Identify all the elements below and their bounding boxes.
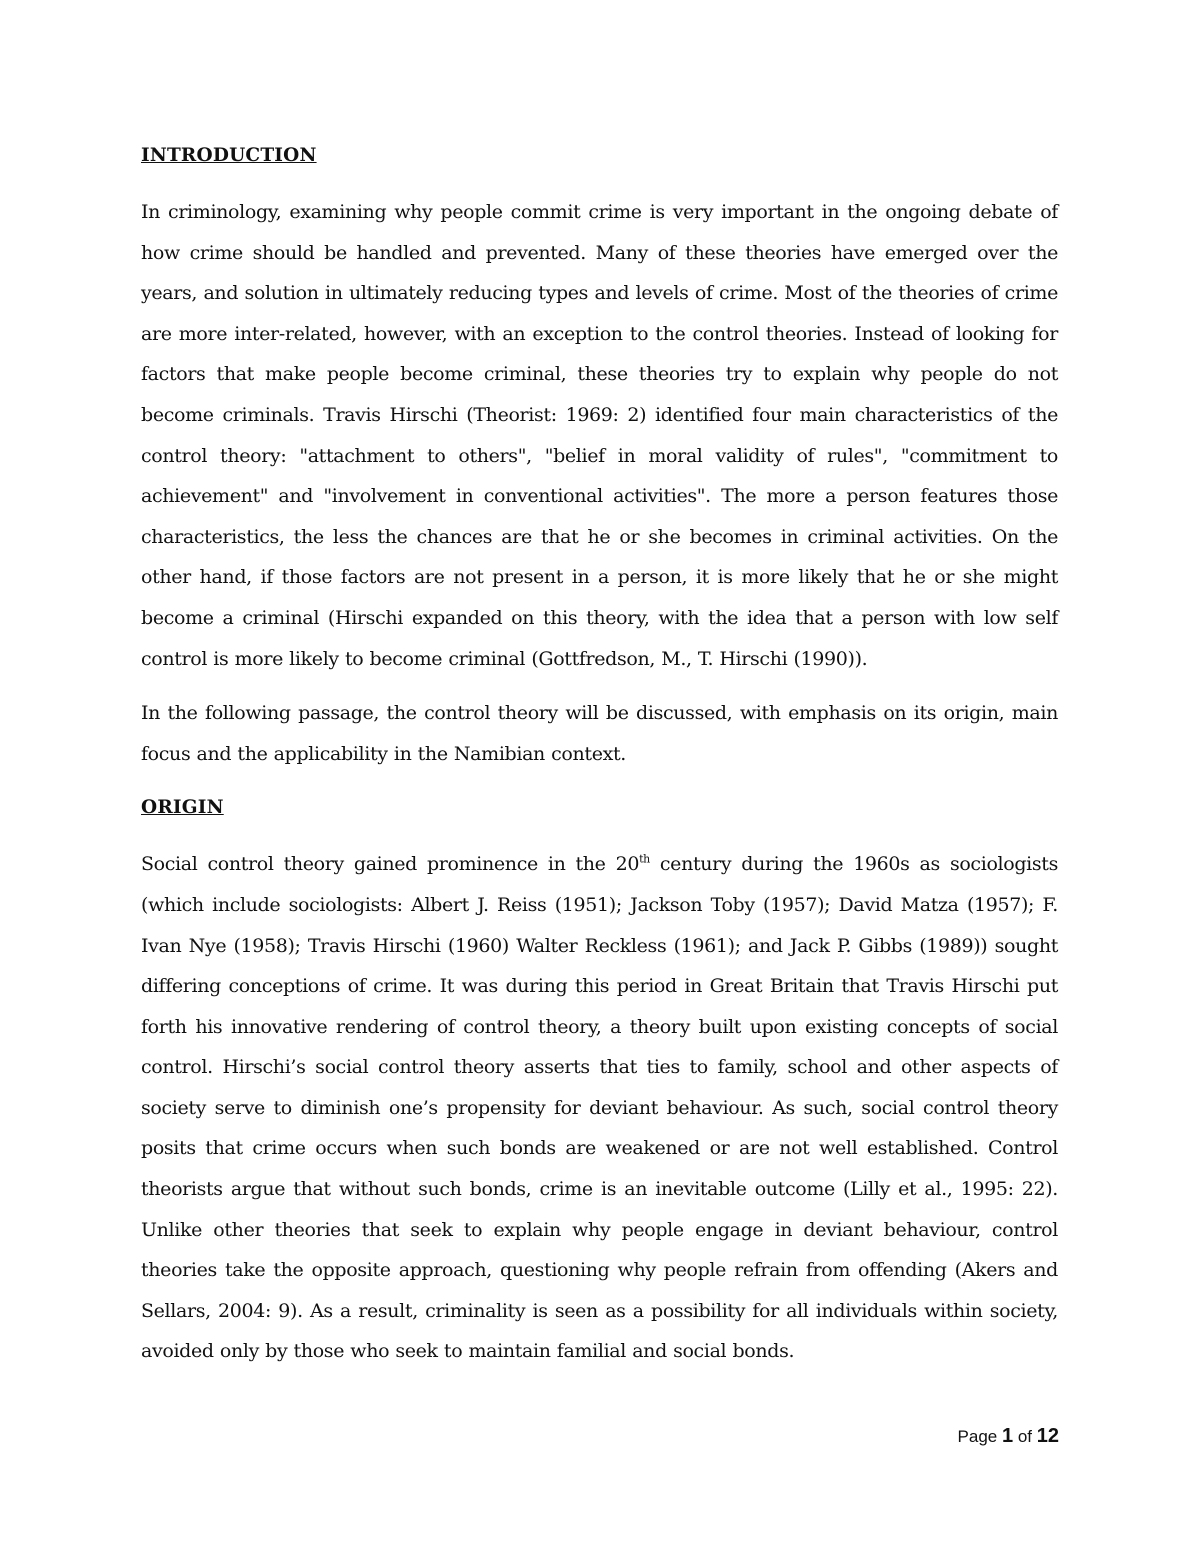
section-heading-origin: ORIGIN (141, 797, 224, 819)
current-page-number: 1 (1001, 1425, 1014, 1447)
introduction-followup-paragraph: In the following passage, the control theory will be discussed, with emphasis on its origin, main focus and the applicability in the Namibian context. (141, 702, 1058, 765)
page-label: Page (957, 1427, 998, 1446)
of-label: of (1017, 1427, 1033, 1446)
section-heading-introduction: INTRODUCTION (141, 145, 317, 166)
introduction-paragraph: In criminology, examining why people commit crime is very important in the ongoing debate of how crime should be handled and prevented. Many of these theories have emerged over the years, and solution in ultimately reducing types and levels of crime. Most of the theories of crime are more inter-related, however, with an exception to the control theories. Instead of looking for factors that make people become criminal, these theories try to explain why people do not become criminals. Travis Hirschi (Theorist: 1969: 2) identified four main characteristics of the control theory: "attachment to others", "belief in moral validity of rules", "commitment to achievement" and "involvement in conventional activities". The more a person features those characteristics, the less the chances are that he or she becomes in criminal activities. On the other hand, if those factors are not present in a person, it is more likely that he or she might become a criminal (Hirschi expanded on this theory, with the idea that a person with low self control is more likely to become criminal (Gottfredson, M., T. Hirschi (1990)). (141, 201, 1058, 670)
total-pages-number: 12 (1036, 1425, 1059, 1447)
page-content (141, 140, 1058, 1372)
origin-paragraph (141, 844, 1058, 1372)
origin-paragraph-start: Social control theory gained prominence in the 20 (141, 853, 640, 876)
ordinal-superscript: th (639, 852, 650, 866)
page-number-footer (958, 1425, 1059, 1448)
origin-paragraph-rest: century during the 1960s as sociologists (which include sociologists: Albert J. Reiss (1951); Jackson Toby (1957); David Matza (1957); F. Ivan Nye (1958); Travis Hirschi (1960) Walter Reckless (1961); and Jack P. Gibbs (1989)) sought differing conceptions of crime. It was during this period in Great Britain that Travis Hirschi put forth his innovative rendering of control theory, a theory built upon existing concepts of social control. Hirschi’s social control theory asserts that ties to family, school and other aspects of society serve to diminish one’s propensity for deviant behaviour. As such, social control theory posits that crime occurs when such bonds are weakened or are not well established. Control theorists argue that without such bonds, crime is an inevitable outcome (Lilly et al., 1995: 22). Unlike other theories that seek to explain why people engage in deviant behaviour, control theories take the opposite approach, questioning why people refrain from offending (Akers and Sellars, 2004: 9). As a result, criminality is seen as a possibility for all individuals within society, avoided only by those who seek to maintain familial and social bonds. (141, 853, 1058, 1363)
